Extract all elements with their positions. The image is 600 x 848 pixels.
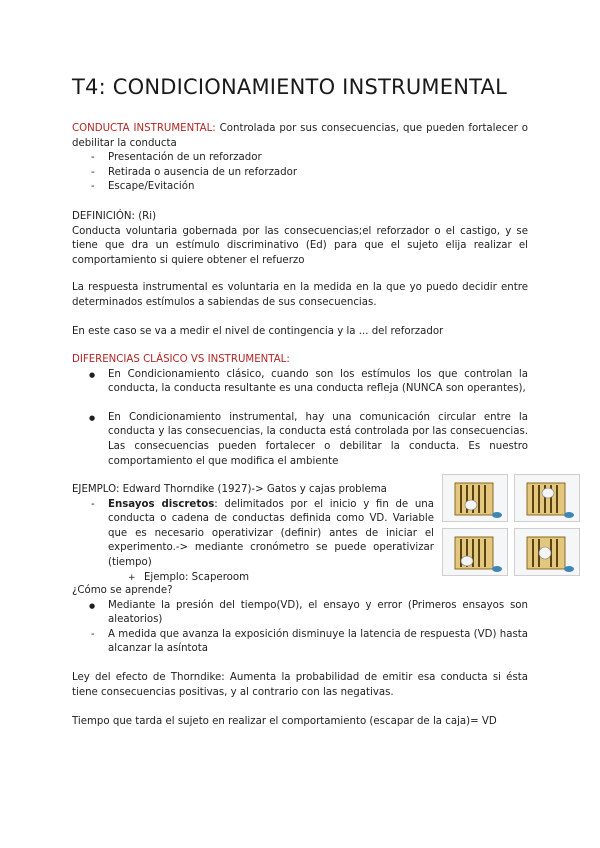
ejemplo-section bbox=[72, 483, 434, 585]
ley-paragraph: Ley del efecto de Thorndike: Aumenta la probabilidad de emitir esa conducta si ésta tiene consecuencias positivas, y al contrario con las negativas. bbox=[72, 672, 528, 698]
list-item: - Escape/Evitación bbox=[72, 180, 528, 195]
page-title: T4: CONDICIONAMIENTO INSTRUMENTAL bbox=[72, 75, 507, 99]
cat-cage-illustration bbox=[515, 475, 581, 523]
list-item: ● En Condicionamiento clásico, cuando son los estímulos los que controlan la conducta, la conducta resultante es una conducta refleja (NUNCA son operantes), bbox=[72, 368, 528, 397]
aprende-heading: ¿Cómo se aprende? bbox=[72, 585, 173, 596]
list-item: ● En Condicionamiento instrumental, hay una comunicación circular entre la conducta y las consecuencias, la conducta está controlada por las consecuencias. Las consecuencias pueden fortalecer o debilitar la conducta. Es nuestro comportamiento el que modifica el ambiente bbox=[72, 411, 528, 469]
definicion-text: Conducta voluntaria gobernada por las consecuencias;el reforzador o el castigo, y se tiene que dra un estímulo discriminativo (Ed) para que el sujeto elija realizar el comportamiento si quiere obtener el refuerzo bbox=[72, 225, 528, 266]
cat-cage-illustration bbox=[443, 529, 509, 577]
diferencias-heading: DIFERENCIAS CLÁSICO VS INSTRUMENTAL: bbox=[72, 354, 290, 365]
ensayos-label: Ensayos discretos bbox=[108, 498, 215, 510]
tiempo-paragraph: Tiempo que tarda el sujeto en realizar el comportamiento (escapar de la caja)= VD bbox=[72, 716, 497, 727]
puzzle-box-image bbox=[514, 474, 580, 522]
list-item: - A medida que avanza la exposición disminuye la latencia de respuesta (VD) hasta alcanzar la asíntota bbox=[72, 628, 528, 657]
puzzle-box-image bbox=[514, 528, 580, 576]
diferencias-section bbox=[72, 353, 528, 469]
sub-list-item: + Ejemplo: Scaperoom bbox=[72, 571, 434, 586]
puzzle-box-image bbox=[442, 474, 508, 522]
conducta-section bbox=[72, 122, 528, 195]
cat-cage-illustration bbox=[515, 529, 581, 577]
cat-cage-illustration bbox=[443, 475, 509, 523]
conducta-text: Controlada por sus consecuencias, que pueden fortalecer o debilitar la conducta bbox=[72, 123, 528, 149]
definicion-section bbox=[72, 210, 528, 268]
list-item: ● Mediante la presión del tiempo(VD), el ensayo y error (Primeros ensayos son aleatorios) bbox=[72, 599, 528, 628]
thorndike-puzzle-box-images bbox=[442, 474, 582, 576]
ensayos-item bbox=[72, 498, 434, 571]
definicion-heading: DEFINICIÓN: (Ri) bbox=[72, 211, 157, 222]
list-item: - Presentación de un reforzador bbox=[72, 151, 528, 166]
conducta-paragraph bbox=[72, 122, 528, 151]
conducta-label: CONDUCTA INSTRUMENTAL: bbox=[72, 123, 216, 134]
aprende-section bbox=[72, 584, 528, 657]
puzzle-box-image bbox=[442, 528, 508, 576]
contingencia-paragraph: En este caso se va a medir el nivel de contingencia y la ... del reforzador bbox=[72, 326, 444, 337]
ensayos-text: : delimitados por el inicio y fin de una conducta o cadena de conductas definida como VD. Variable que es necesario operativizar (definir) antes de iniciar el experimento.-> mediante cronómetro se puede operativizar (tiempo) bbox=[108, 498, 435, 568]
list-item: - Retirada o ausencia de un reforzador bbox=[72, 166, 528, 181]
respuesta-paragraph: La respuesta instrumental es voluntaria en la medida en la que yo puedo decidir entre determinados estímulos a sabiendas de sus consecuencias. bbox=[72, 282, 528, 308]
ejemplo-heading: EJEMPLO: Edward Thorndike (1927)-> Gatos y cajas problema bbox=[72, 484, 387, 495]
